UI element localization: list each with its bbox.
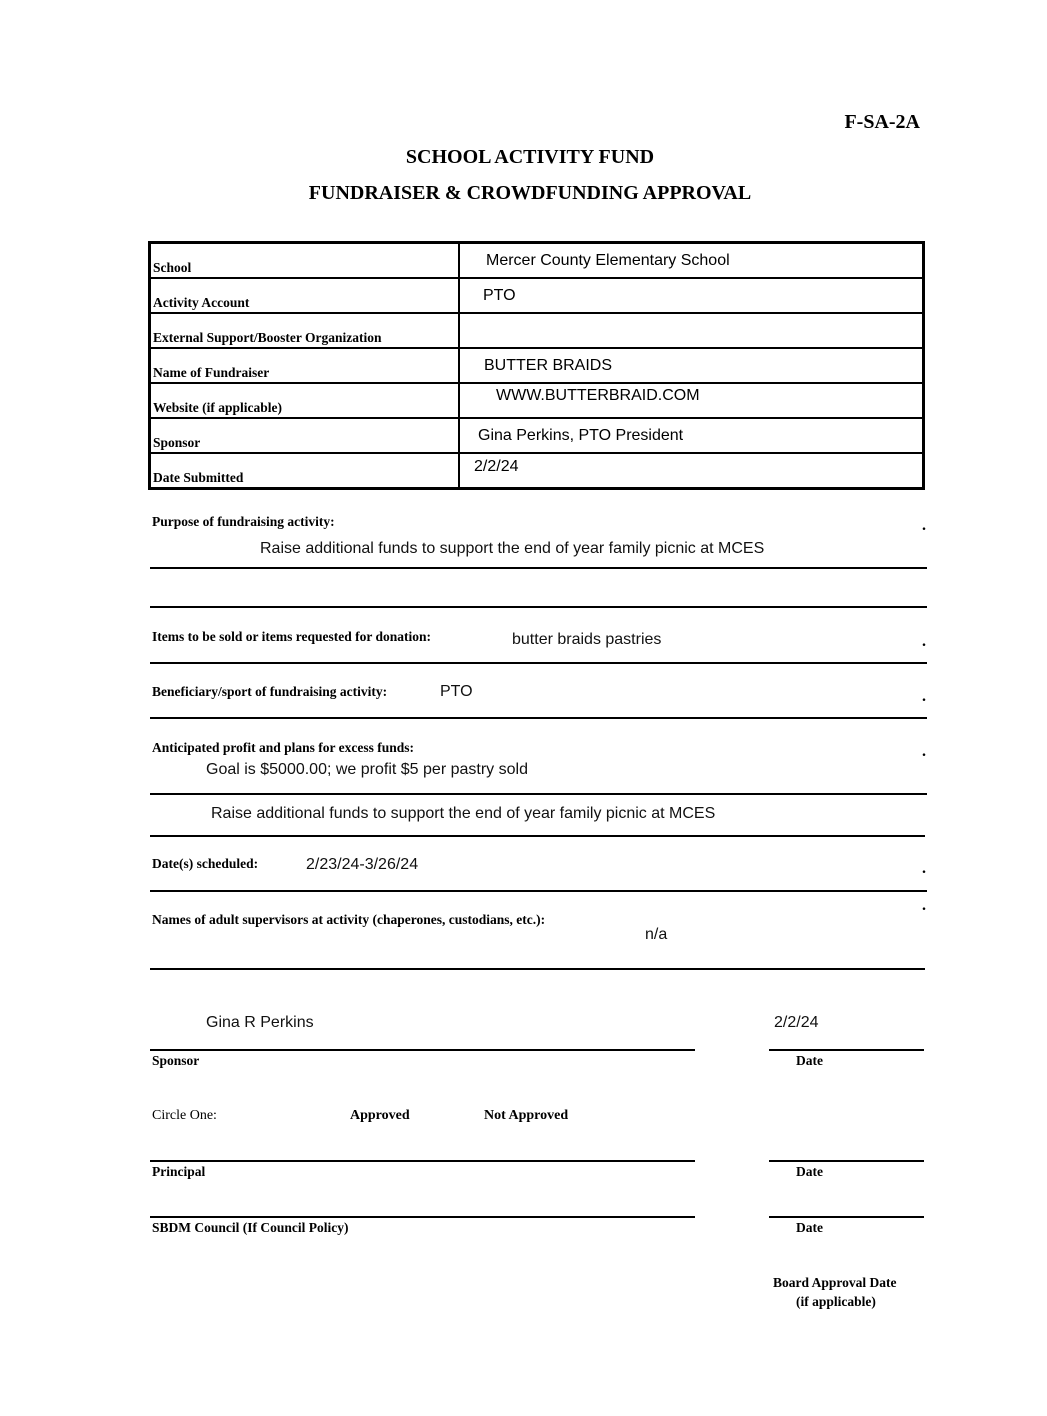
items-line [150,662,927,664]
supervisors-label: Names of adult supervisors at activity (chaperones, custodians, etc.): [152,912,546,927]
website-field[interactable] [459,383,924,418]
profit-line-1 [150,793,927,795]
sponsor-date-line [769,1049,924,1051]
activity-account-field[interactable] [459,278,924,313]
sponsor-date-label: Date [796,1053,823,1068]
beneficiary-label: Beneficiary/sport of fundraising activity: [152,684,388,699]
table-row [150,243,924,279]
dot-mark: . [922,743,926,760]
profit-value-line2[interactable]: Raise additional funds to support the end of year family picnic at MCES [211,805,716,822]
fundraiser-name-field[interactable] [459,348,924,383]
profit-line-2 [150,835,925,837]
school-value: Mercer County Elementary School [486,251,730,269]
dot-mark: . [922,517,926,534]
school-label: School [150,243,460,279]
dot-mark: . [922,860,926,877]
purpose-line-2 [150,606,927,608]
external-support-field[interactable] [459,313,924,348]
purpose-line-1 [150,567,927,569]
principal-signature-line[interactable] [150,1160,695,1162]
profit-label: Anticipated profit and plans for excess funds: [152,740,415,755]
date-submitted-label: Date Submitted [150,453,460,489]
dates-line [150,890,927,892]
website-value: WWW.BUTTERBRAID.COM [496,386,700,404]
sponsor-row-value: Gina Perkins, PTO President [478,426,684,444]
items-label: Items to be sold or items requested for donation: [152,629,431,644]
purpose-label: Purpose of fundraising activity: [152,514,335,529]
purpose-value[interactable]: Raise additional funds to support the end of year family picnic at MCES [260,540,765,557]
principal-date-line[interactable] [769,1160,924,1162]
beneficiary-value[interactable]: PTO [440,683,473,700]
items-value[interactable]: butter braids pastries [512,631,662,648]
principal-label: Principal [152,1164,206,1179]
sbdm-label: SBDM Council (If Council Policy) [152,1220,349,1235]
approved-option[interactable]: Approved [350,1108,410,1123]
sponsor-row-label: Sponsor [150,418,460,453]
school-field[interactable] [459,243,924,279]
table-row [150,453,924,489]
sponsor-signature[interactable]: Gina R Perkins [206,1014,314,1031]
form-subtitle: FUNDRAISER & CROWDFUNDING APPROVAL [308,182,752,204]
dates-label: Date(s) scheduled: [152,856,259,871]
fundraiser-name-value: BUTTER BRAIDS [484,356,613,374]
sbdm-date-line[interactable] [769,1216,924,1218]
table-row [150,348,924,383]
external-support-label: External Support/Booster Organization [150,313,460,348]
form-code: F-SA-2A [844,111,920,133]
board-approval-sublabel: (if applicable) [796,1294,876,1309]
circle-one-label: Circle One: [152,1108,217,1123]
fundraiser-name-label: Name of Fundraiser [150,348,460,383]
dot-mark: . [922,688,926,705]
activity-account-value: PTO [483,286,516,304]
supervisors-value[interactable]: n/a [645,926,668,943]
board-approval-label: Board Approval Date [773,1275,897,1290]
table-row [150,418,924,453]
date-submitted-field[interactable] [459,453,924,489]
profit-value-line1[interactable]: Goal is $5000.00; we profit $5 per pastry sold [206,761,528,778]
supervisors-line [150,968,925,970]
sponsor-label: Sponsor [152,1053,200,1068]
table-row [150,313,924,348]
sbdm-date-label: Date [796,1220,823,1235]
sponsor-date-value[interactable]: 2/2/24 [774,1014,819,1031]
info-table [148,241,925,490]
sbdm-signature-line[interactable] [150,1216,695,1218]
dot-mark: . [922,897,926,914]
sponsor-row-field[interactable] [459,418,924,453]
table-row [150,383,924,418]
form-title: SCHOOL ACTIVITY FUND [405,146,655,168]
date-submitted-value: 2/2/24 [474,457,519,475]
beneficiary-line [150,717,927,719]
table-row [150,278,924,313]
dates-value[interactable]: 2/23/24-3/26/24 [306,856,419,873]
website-label: Website (if applicable) [150,383,460,418]
activity-account-label: Activity Account [150,278,460,313]
principal-date-label: Date [796,1164,823,1179]
not-approved-option[interactable]: Not Approved [484,1108,569,1123]
dot-mark: . [922,633,926,650]
sponsor-signature-line [150,1049,695,1051]
